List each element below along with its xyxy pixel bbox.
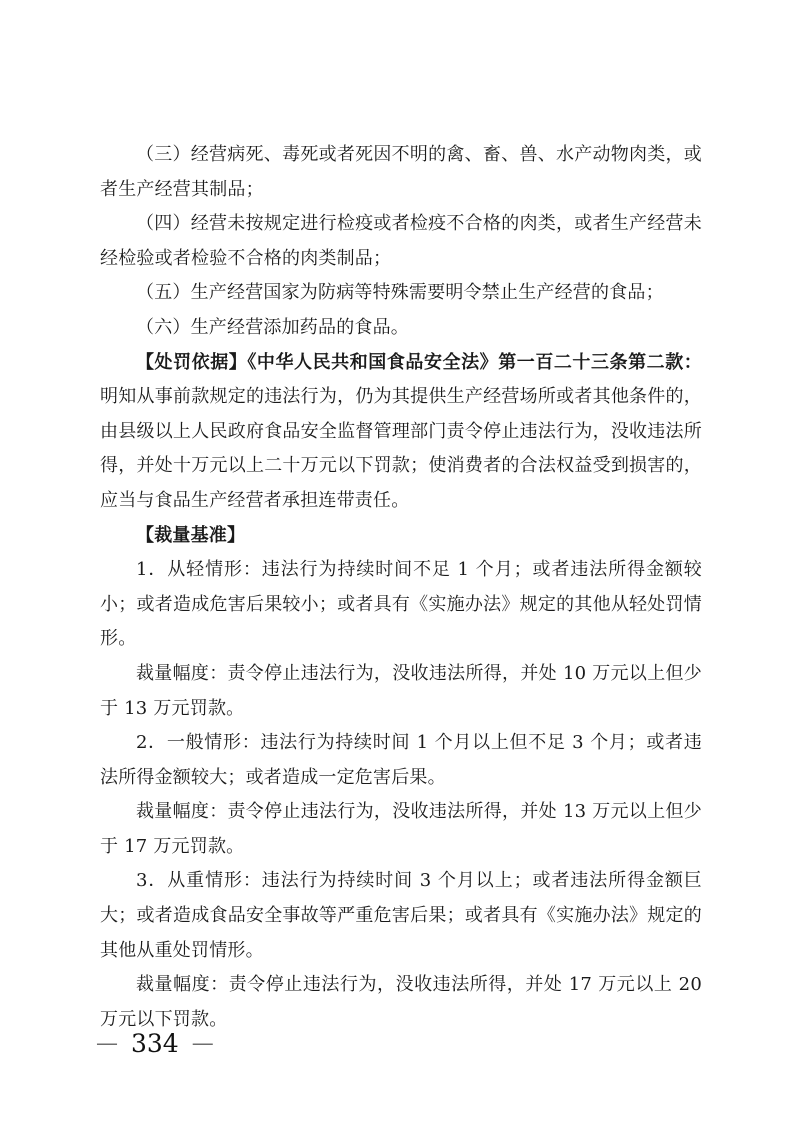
penalty-basis-paragraph	[100, 346, 702, 519]
discretion-baseline-heading: 【裁量基准】	[136, 524, 246, 546]
discretion-scenario-1: 1．从轻情形：违法行为持续时间不足 1 个月；或者违法所得金额较小；或者造成危害后果较小；或者具有《实施办法》规定的其他从轻处罚情形。	[100, 559, 702, 650]
penalty-basis-label: 【处罚依据】《中华人民共和国食品安全法》第一百二十三条第二款：	[136, 351, 702, 373]
clause-item-5: （五）生产经营国家为防病等特殊需要明令禁止生产经营的食品；	[136, 282, 664, 304]
document-body	[100, 138, 702, 1037]
clause-item-4: （四）经营未按规定进行检疫或者检疫不合格的肉类，或者生产经营未经检验或者检验不合格的肉类制品；	[100, 213, 702, 269]
clause-item-6: （六）生产经营添加药品的食品。	[136, 316, 409, 338]
discretion-range-1: 裁量幅度：责令停止违法行为，没收违法所得，并处 10 万元以上但少于 13 万元罚款。	[100, 662, 702, 719]
footer-right-dash: —	[191, 1031, 214, 1056]
footer-left-dash: —	[96, 1031, 118, 1056]
discretion-scenario-3: 3．从重情形：违法行为持续时间 3 个月以上；或者违法所得金额巨大；或者造成食品安全事故等严重危害后果；或者具有《实施办法》规定的其他从重处罚情形。	[100, 870, 702, 961]
penalty-basis-text: 明知从事前款规定的违法行为，仍为其提供生产经营场所或者其他条件的，由县级以上人民政府食品安全监督管理部门责令停止违法行为，没收违法所得，并处十万元以上二十万元以下罚款；使消费者的合法权益受到损害的，应当与食品生产经营者承担连带责任。	[100, 386, 702, 511]
page-number: 334	[131, 1029, 179, 1058]
page-footer	[96, 1027, 214, 1063]
discretion-range-3: 裁量幅度：责令停止违法行为，没收违法所得，并处 17 万元以上 20 万元以下罚款。	[100, 974, 702, 1030]
clause-item-3: （三）经营病死、毒死或者死因不明的禽、畜、兽、水产动物肉类，或者生产经营其制品；	[100, 144, 702, 200]
discretion-scenario-2: 2．一般情形：违法行为持续时间 1 个月以上但不足 3 个月；或者违法所得金额较大；或者造成一定危害后果。	[100, 732, 702, 788]
discretion-range-2: 裁量幅度：责令停止违法行为，没收违法所得，并处 13 万元以上但少于 17 万元罚款。	[100, 801, 702, 857]
